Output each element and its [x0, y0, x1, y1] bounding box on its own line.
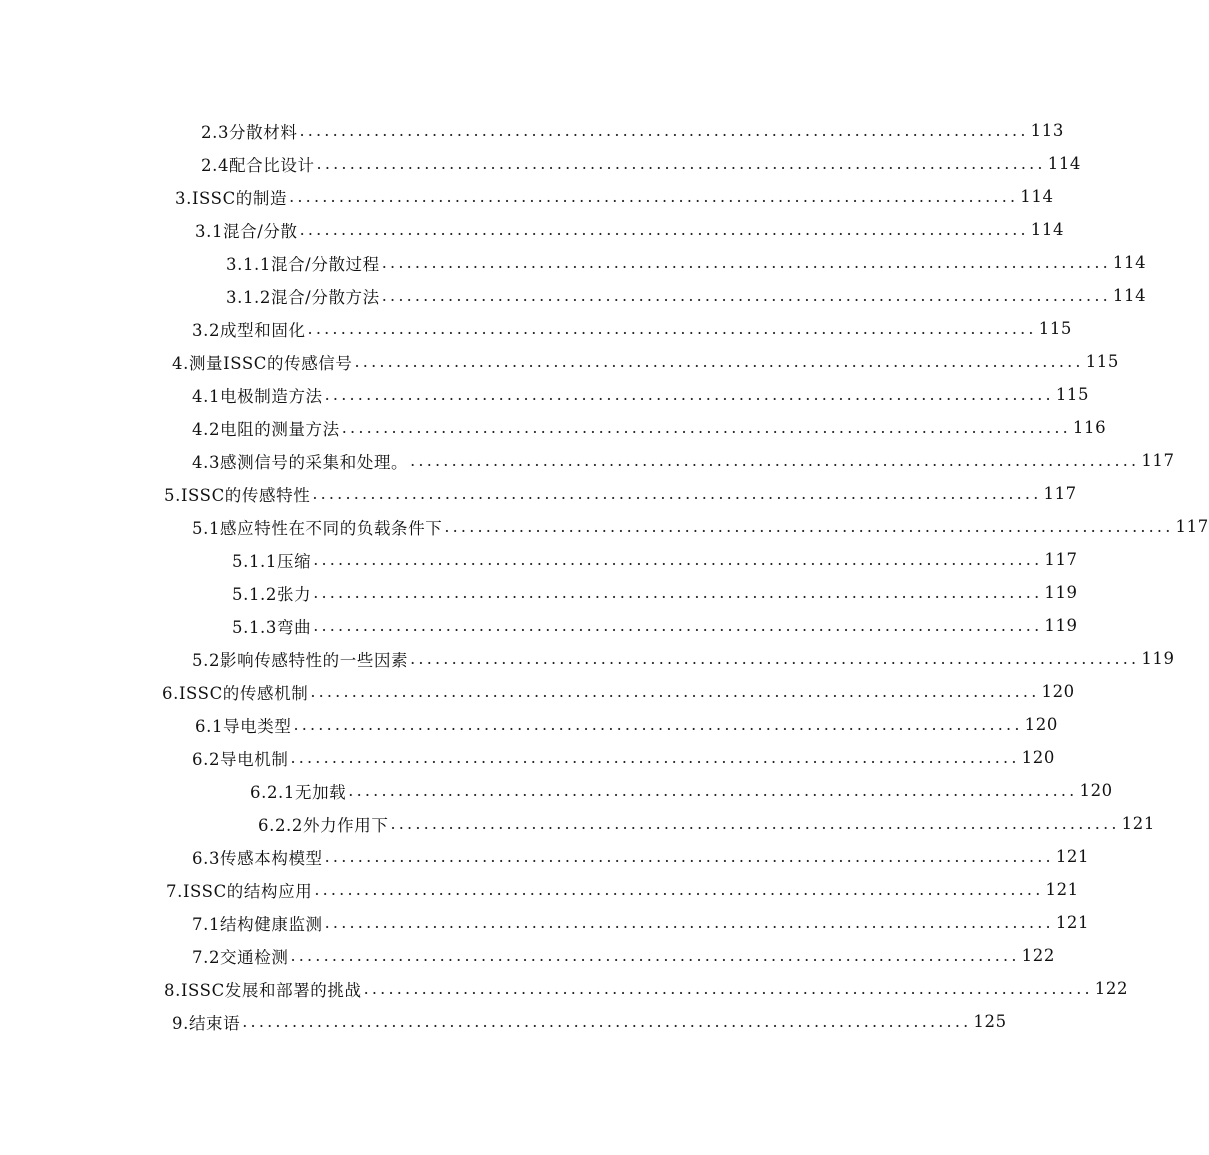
toc-entry-label: 7.ISSC的结构应用: [166, 881, 313, 901]
toc-entry[interactable]: [232, 543, 1078, 576]
toc-entry[interactable]: [164, 972, 1129, 1005]
toc-entry-label: 4.3感测信号的采集和处理。: [192, 452, 409, 472]
toc-dot-leader: ........................................................................................: [324, 385, 1054, 404]
toc-page-number: 120: [1079, 781, 1113, 800]
toc-page-number: 121: [1055, 847, 1090, 866]
toc-page-number: 114: [1020, 187, 1054, 206]
toc-entry-label: 6.2.1无加载: [250, 782, 347, 802]
toc-dot-leader: ........................................................................................: [307, 319, 1037, 338]
toc-entry-label: 9.结束语: [172, 1013, 241, 1033]
toc-page-number: 125: [973, 1012, 1007, 1031]
toc-page-number: 119: [1044, 583, 1078, 602]
toc-page-number: 121: [1055, 913, 1090, 932]
toc-entry-label: 5.1.3弯曲: [232, 617, 312, 637]
toc-entry-label: 4.测量ISSC的传感信号: [172, 353, 353, 373]
toc-page-number: 114: [1112, 253, 1147, 272]
toc-page-number: 119: [1141, 649, 1175, 668]
toc-entry-label: 5.1.2张力: [232, 584, 312, 604]
toc-entry-label: 5.ISSC的传感特性: [164, 485, 311, 505]
toc-entry-label: 6.2.2外力作用下: [258, 815, 389, 835]
toc-entry[interactable]: [192, 939, 1055, 972]
toc-entry-label: 3.1.2混合/分散方法: [226, 287, 380, 307]
toc-entry[interactable]: [226, 279, 1147, 312]
toc-dot-leader: ........................................................................................: [299, 121, 1029, 140]
toc-entry-label: 5.1感应特性在不同的负载条件下: [192, 518, 443, 538]
toc-dot-leader: ........................................................................................: [390, 814, 1120, 833]
toc-entry-label: 4.2电阻的测量方法: [192, 419, 340, 439]
toc-entry[interactable]: [201, 147, 1082, 180]
toc-entry[interactable]: [166, 873, 1079, 906]
toc-entry[interactable]: [195, 213, 1065, 246]
toc-page-number: 121: [1045, 880, 1079, 899]
toc-dot-leader: ........................................................................................: [410, 649, 1140, 668]
toc-page-number: 113: [1030, 121, 1064, 140]
toc-page-number: 114: [1030, 220, 1065, 239]
toc-entry-label: 6.1导电类型: [195, 716, 292, 736]
toc-dot-leader: ........................................................................................: [299, 220, 1029, 239]
toc-entry-label: 2.3分散材料: [201, 122, 298, 142]
toc-page-number: 115: [1055, 385, 1090, 404]
toc-entry[interactable]: [258, 807, 1155, 840]
toc-dot-leader: ........................................................................................: [293, 715, 1023, 734]
toc-entry-label: 3.1混合/分散: [195, 221, 298, 241]
toc-entry[interactable]: [192, 510, 1209, 543]
toc-entry-label: 4.1电极制造方法: [192, 386, 323, 406]
toc-page-number: 119: [1044, 616, 1078, 635]
toc-entry-label: 7.2交通检测: [192, 947, 289, 967]
toc-dot-leader: ........................................................................................: [290, 748, 1020, 767]
toc-dot-leader: ........................................................................................: [363, 979, 1093, 998]
toc-page-number: 117: [1043, 484, 1077, 503]
toc-entry[interactable]: [195, 708, 1058, 741]
toc-entry[interactable]: [232, 576, 1078, 609]
toc-dot-leader: ........................................................................................: [381, 286, 1111, 305]
toc-dot-leader: ........................................................................................: [314, 880, 1044, 899]
toc-page-number: 117: [1175, 517, 1209, 536]
toc-entry[interactable]: [162, 675, 1075, 708]
toc-entry[interactable]: [192, 741, 1055, 774]
toc-entry-label: 2.4配合比设计: [201, 155, 315, 175]
toc-dot-leader: ........................................................................................: [310, 682, 1040, 701]
toc-dot-leader: ........................................................................................: [354, 352, 1084, 371]
toc-dot-leader: ........................................................................................: [410, 451, 1140, 470]
toc-entry[interactable]: [192, 840, 1090, 873]
toc-page-number: 120: [1041, 682, 1075, 701]
toc-entry[interactable]: [192, 378, 1090, 411]
toc-page-number: 122: [1094, 979, 1129, 998]
toc-dot-leader: ........................................................................................: [444, 517, 1174, 536]
toc-dot-leader: ........................................................................................: [242, 1012, 972, 1031]
toc-entry[interactable]: [175, 180, 1054, 213]
toc-entry[interactable]: [192, 642, 1175, 675]
toc-entry-label: 3.1.1混合/分散过程: [226, 254, 380, 274]
toc-dot-leader: ........................................................................................: [312, 484, 1042, 503]
toc-entry-label: 3.2成型和固化: [192, 320, 306, 340]
toc-page-number: 120: [1024, 715, 1058, 734]
toc-entry-label: 6.3传感本构模型: [192, 848, 323, 868]
toc-entry[interactable]: [172, 1005, 1007, 1038]
toc-entry[interactable]: [164, 477, 1077, 510]
toc-dot-leader: ........................................................................................: [313, 616, 1043, 635]
toc-entry-label: 8.ISSC发展和部署的挑战: [164, 980, 362, 1000]
toc-entry-label: 5.2影响传感特性的一些因素: [192, 650, 409, 670]
toc-entry-label: 7.1结构健康监测: [192, 914, 323, 934]
toc-page-number: 116: [1072, 418, 1107, 437]
toc-entry-label: 3.ISSC的制造: [175, 188, 288, 208]
toc-entry[interactable]: [192, 411, 1107, 444]
toc-entry[interactable]: [192, 906, 1090, 939]
toc-entry-label: 6.2导电机制: [192, 749, 289, 769]
toc-dot-leader: ........................................................................................: [316, 154, 1046, 173]
toc-entry[interactable]: [201, 114, 1064, 147]
toc-dot-leader: ........................................................................................: [341, 418, 1071, 437]
toc-entry-label: 5.1.1压缩: [232, 551, 312, 571]
toc-dot-leader: ........................................................................................: [313, 583, 1043, 602]
toc-dot-leader: ........................................................................................: [381, 253, 1111, 272]
toc-entry[interactable]: [250, 774, 1113, 807]
toc-dot-leader: ........................................................................................: [324, 913, 1054, 932]
toc-entry[interactable]: [192, 444, 1175, 477]
toc-page-number: 121: [1121, 814, 1155, 833]
toc-entry[interactable]: [192, 312, 1073, 345]
toc-dot-leader: ........................................................................................: [348, 781, 1078, 800]
toc-page-number: 117: [1141, 451, 1175, 470]
toc-dot-leader: ........................................................................................: [324, 847, 1054, 866]
toc-page-number: 114: [1047, 154, 1082, 173]
toc-page-number: 120: [1021, 748, 1055, 767]
toc-entry-label: 6.ISSC的传感机制: [162, 683, 309, 703]
toc-entry[interactable]: [172, 345, 1119, 378]
toc-entry[interactable]: [226, 246, 1147, 279]
toc-dot-leader: ........................................................................................: [289, 187, 1019, 206]
toc-page-number: 122: [1021, 946, 1055, 965]
toc-page-number: 115: [1085, 352, 1119, 371]
toc-entry[interactable]: [232, 609, 1078, 642]
toc-dot-leader: ........................................................................................: [313, 550, 1043, 569]
toc-page-number: 114: [1112, 286, 1147, 305]
toc-page-number: 115: [1038, 319, 1073, 338]
toc-page-number: 117: [1044, 550, 1078, 569]
toc-dot-leader: ........................................................................................: [290, 946, 1020, 965]
